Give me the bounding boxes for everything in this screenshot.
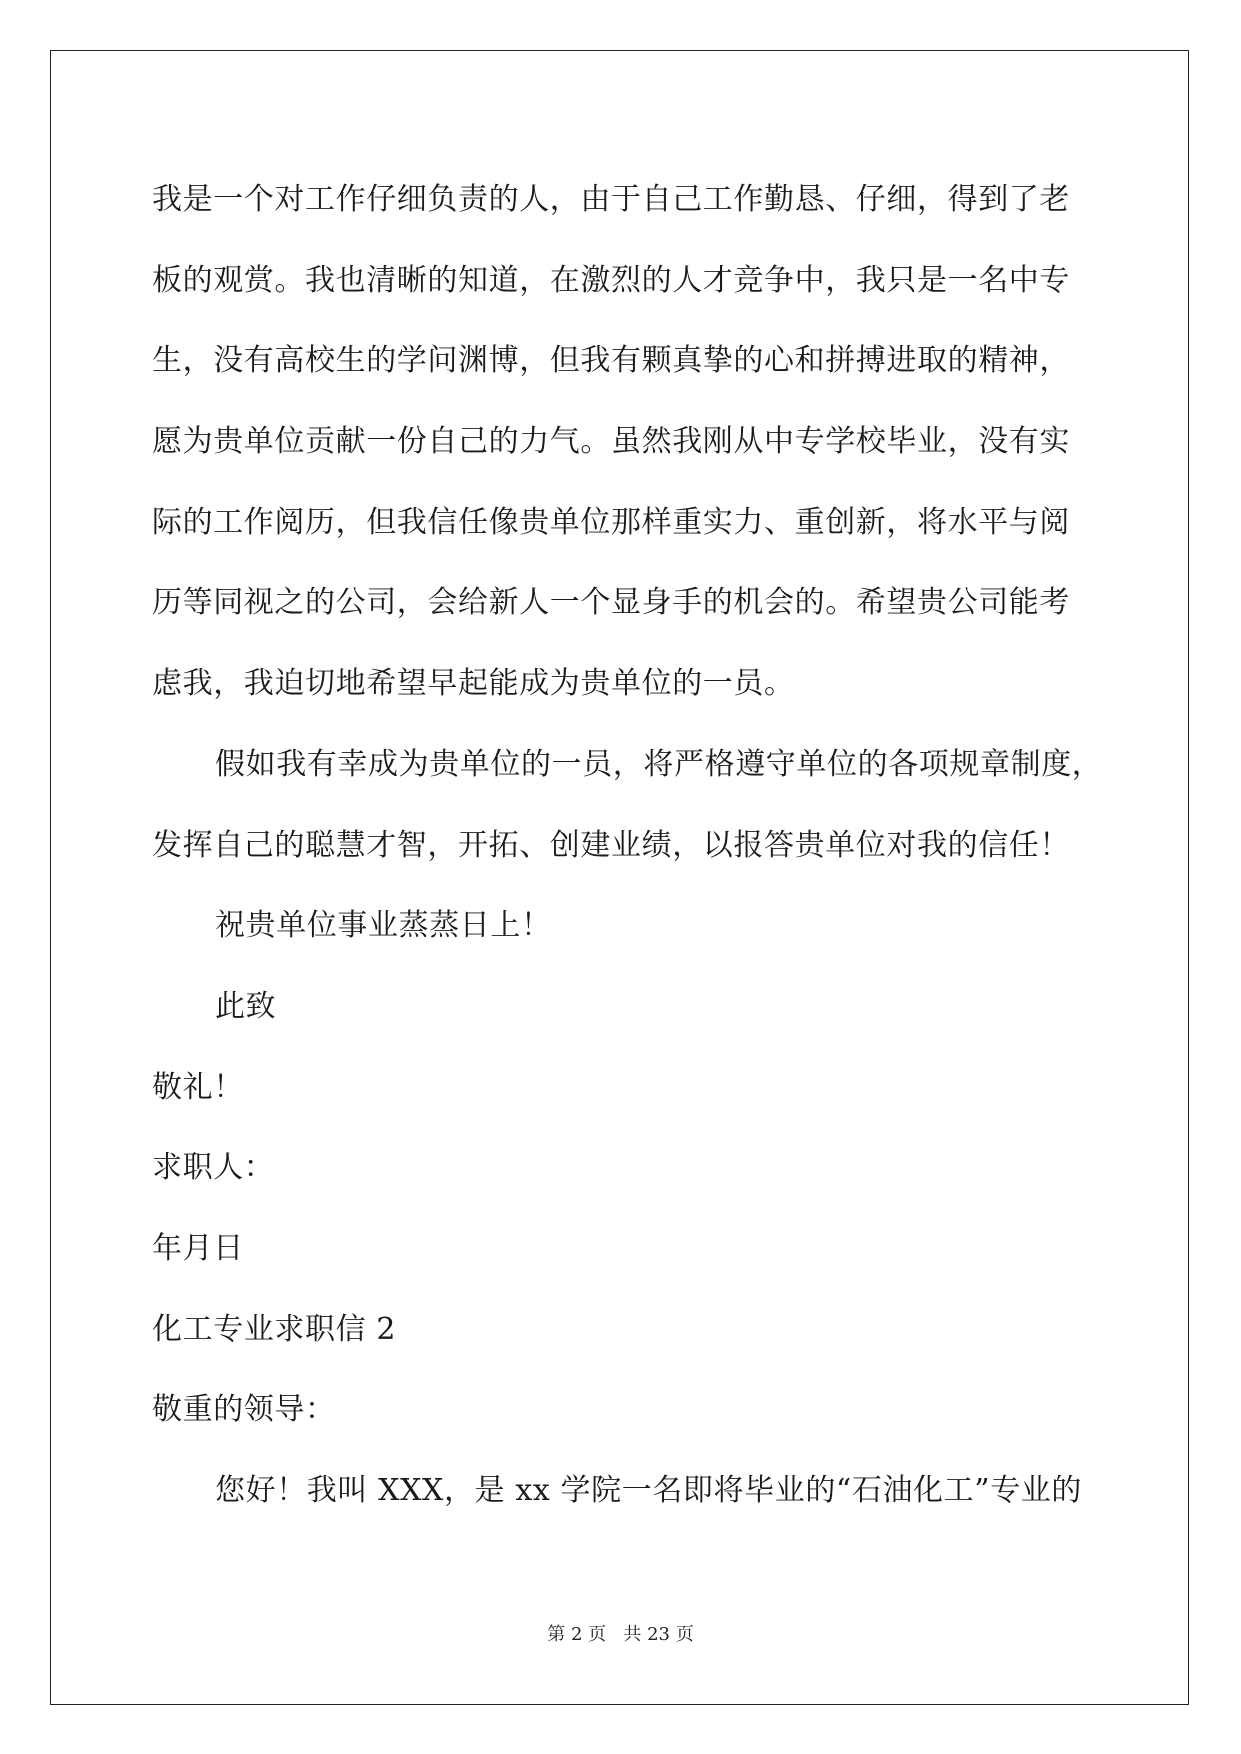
body-line: 您好！我叫 XXX，是 xx 学院一名即将毕业的“石油化工”专业的 — [215, 1473, 1082, 1508]
page-number-footer: 第 2 页 共 23 页 — [547, 1624, 694, 1645]
body-line: 板的观赏。我也清晰的知道，在激烈的人才竞争中，我只是一名中专 — [152, 262, 1070, 298]
closing-salutation: 此致 — [215, 988, 277, 1024]
body-line: 愿为贵单位贡献一份自己的力气。虽然我刚从中专学校毕业，没有实 — [152, 424, 1070, 460]
date-label: 年月日 — [152, 1230, 244, 1266]
document-body — [152, 160, 1103, 1532]
body-line: 历等同视之的公司，会给新人一个显身手的机会的。希望贵公司能考 — [152, 585, 1070, 621]
signature-label: 求职人： — [152, 1150, 275, 1186]
greeting: 敬重的领导： — [152, 1392, 336, 1428]
body-line: 生，没有高校生的学问渊博，但我有颗真挚的心和拼搏进取的精神， — [152, 343, 1070, 379]
section-title: 化工专业求职信 2 — [152, 1311, 397, 1347]
body-line: 假如我有幸成为贵单位的一员，将严格遵守单位的各项规章制度， — [215, 746, 1103, 782]
closing-regards: 敬礼！ — [152, 1069, 244, 1105]
body-line: 我是一个对工作仔细负责的人，由于自己工作勤恳、仔细，得到了老 — [152, 182, 1070, 217]
body-line: 发挥自己的聪慧才智，开拓、创建业绩，以报答贵单位对我的信任！ — [152, 827, 1070, 863]
body-line: 虑我，我迫切地希望早起能成为贵单位的一员。 — [152, 666, 795, 702]
closing-wish: 祝贵单位事业蒸蒸日上！ — [215, 908, 552, 944]
body-line: 际的工作阅历，但我信任像贵单位那样重实力、重创新，将水平与阅 — [152, 504, 1070, 540]
